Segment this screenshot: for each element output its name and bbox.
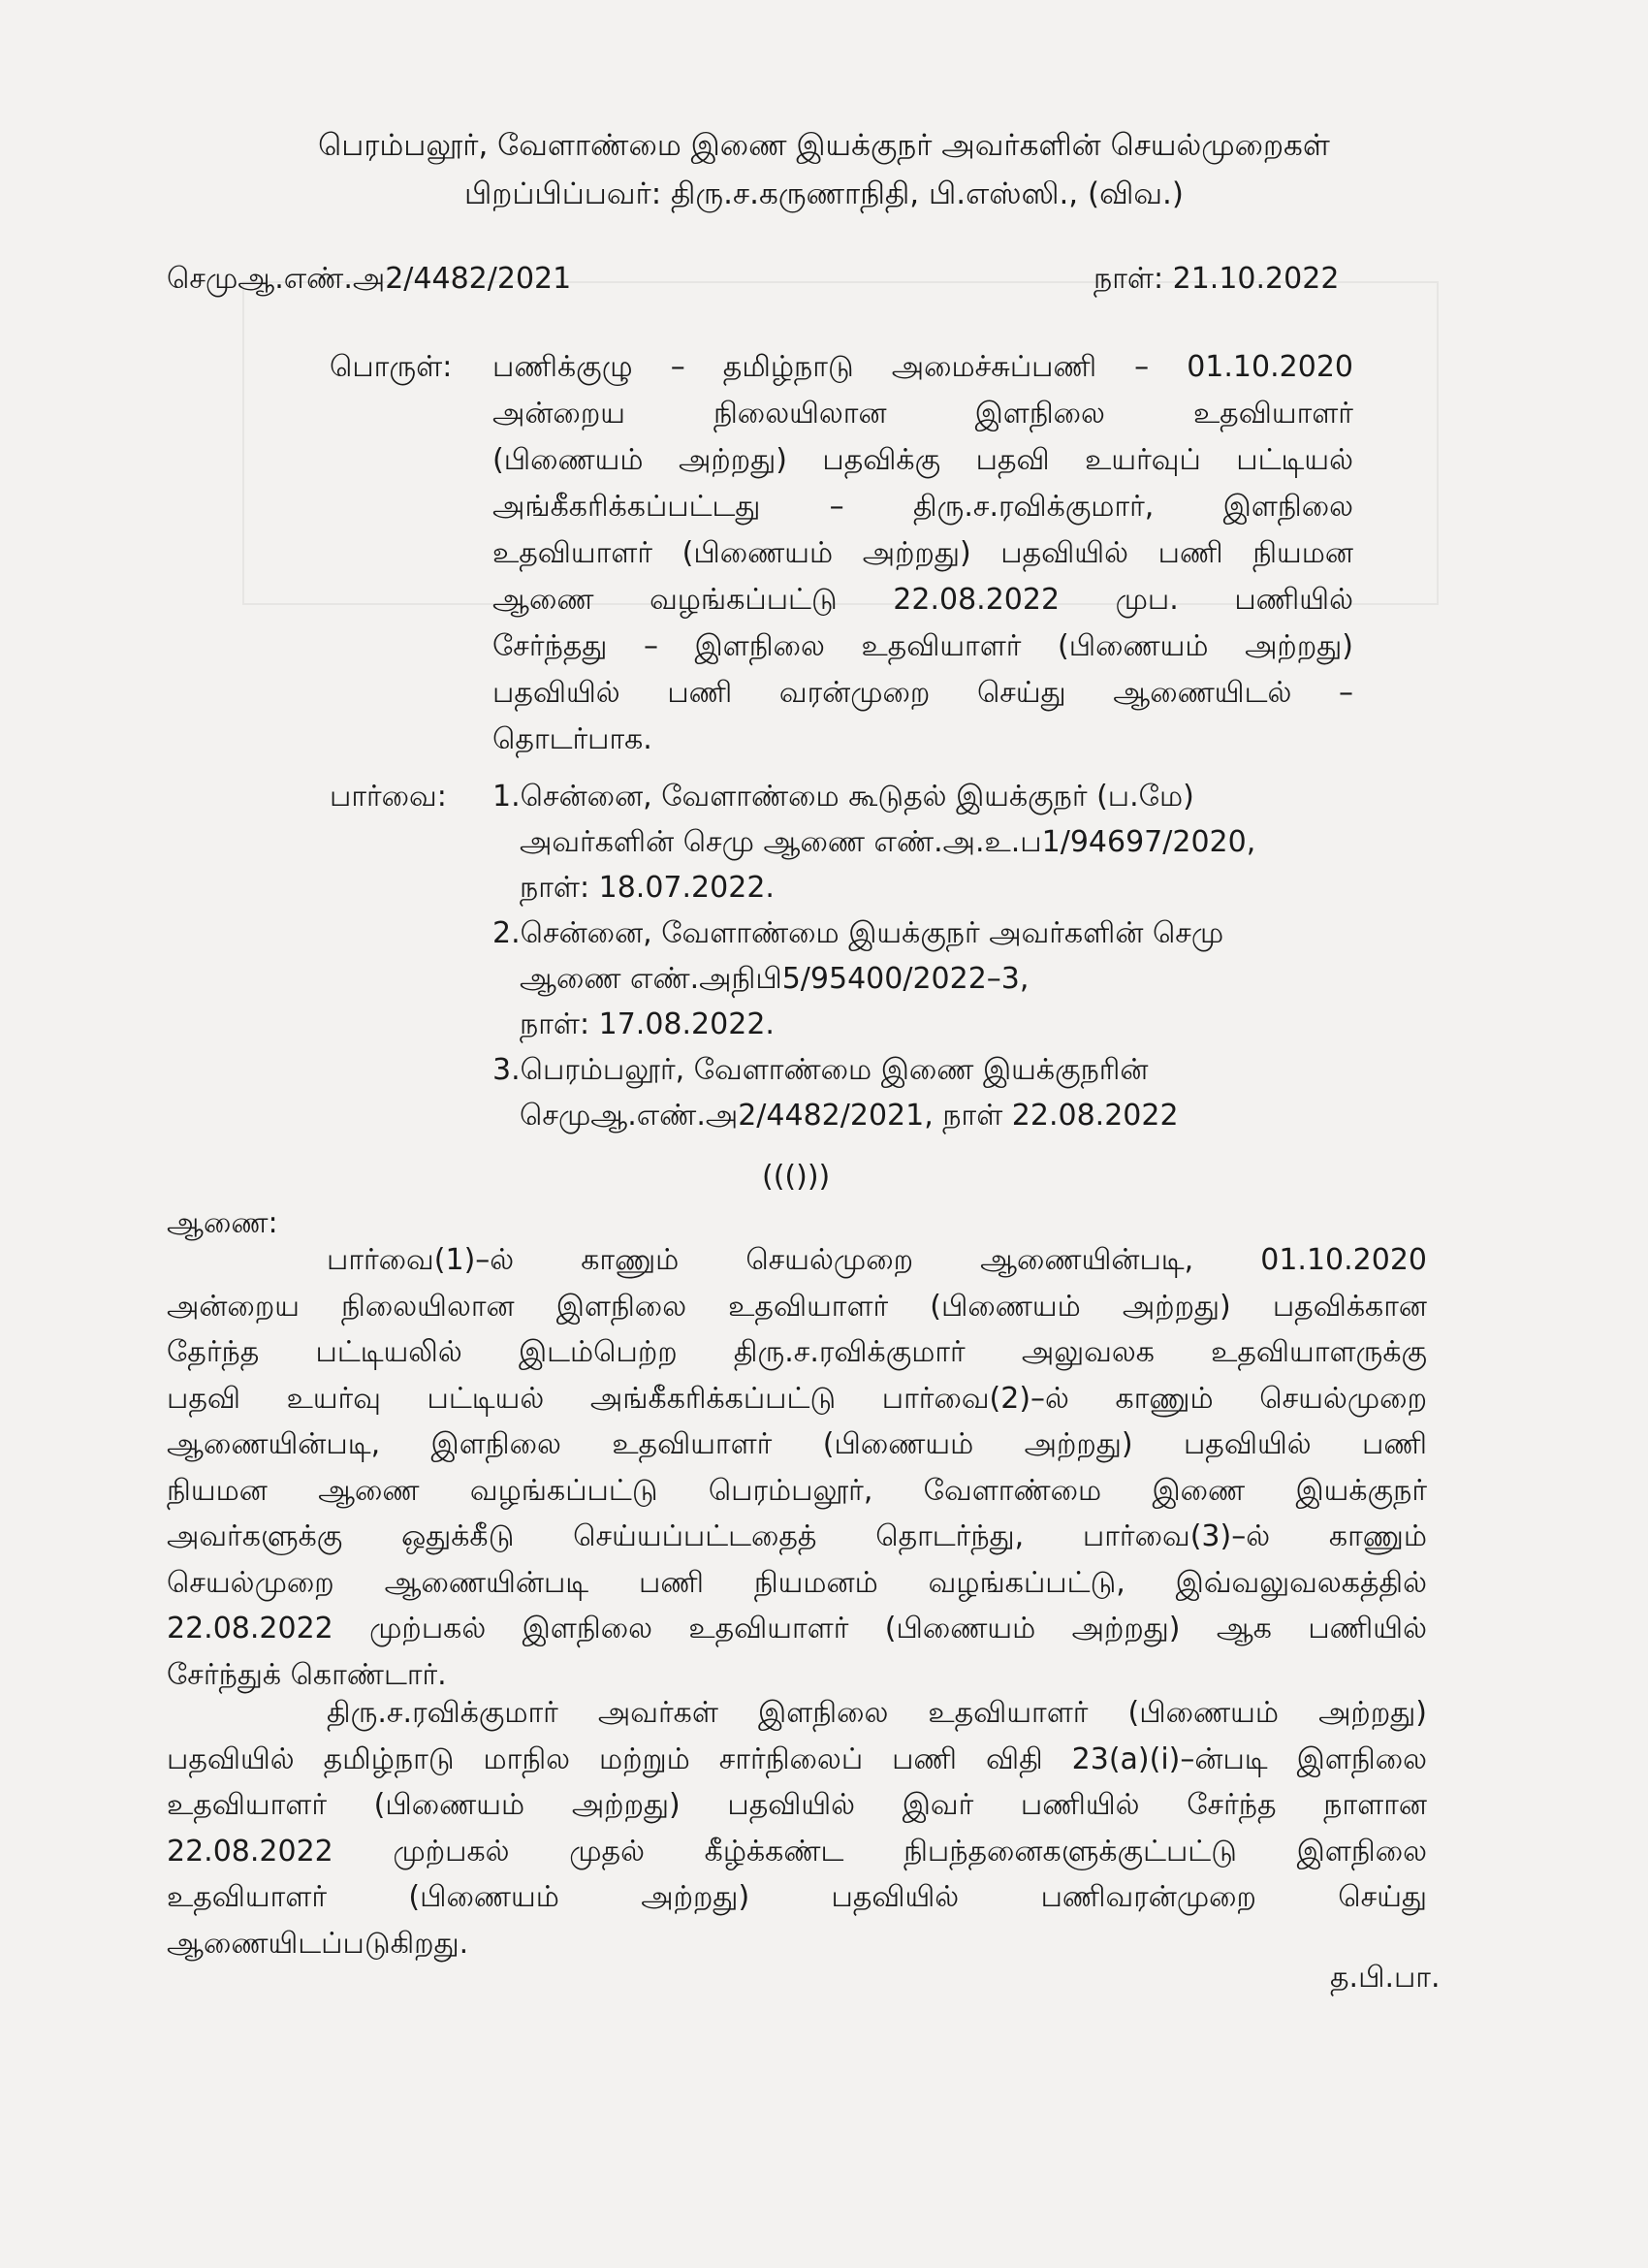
document-heading [0,121,1648,218]
subject-line: உதவியாளர் (பிணையம் அற்றது) பதவியில் பணி நியமன [492,536,1353,570]
reference-line: அவர்களின் செமு ஆணை எண்.அ.உ.ப1/94697/2020, [520,825,1256,859]
reference-line: 3.பெரம்பலூர், வேளாண்மை இணை இயக்குநரின் [492,1053,1149,1087]
please-turn-over: த.பி.பா. [1330,1961,1441,1995]
subject-line: அன்றைய நிலையிலான இளநிலை உதவியாளர் [492,397,1353,431]
heading-line-2: பிறப்பிப்பவர்: திரு.ச.கருணாநிதி, பி.எஸ்ஸி., (விவ.) [463,176,1184,211]
order-paragraph-1 [167,1237,1427,1698]
subject-label: பொருள்: [330,350,453,384]
subject-line: தொடர்பாக. [492,722,652,756]
subject-line: பணிக்குழு – தமிழ்நாடு அமைச்சுப்பணி – 01.10.2020 [492,350,1353,384]
order-line: உதவியாளர் (பிணையம் அற்றது) பதவியில் இவர் பணியில் சேர்ந்த நாளான [167,1788,1427,1822]
reference-line: நாள்: 17.08.2022. [520,1007,775,1041]
order-line: 22.08.2022 முற்பகல் முதல் கீழ்க்கண்ட நிபந்தனைகளுக்குட்பட்டு இளநிலை [167,1834,1427,1869]
subject-lines [492,344,1353,763]
order-line: 22.08.2022 முற்பகல் இளநிலை உதவியாளர் (பிணையம் அற்றது) ஆக பணியில் [167,1612,1427,1645]
subject-line: (பிணையம் அற்றது) பதவிக்கு பதவி உயர்வுப் பட்டியல் [492,443,1353,477]
order-line: பார்வை(1)–ல் காணும் செயல்முறை ஆணையின்படி, 01.10.2020 [327,1243,1427,1277]
order-line: பதவி உயர்வு பட்டியல் அங்கீகரிக்கப்பட்டு பார்வை(2)–ல் காணும் செயல்முறை [167,1381,1427,1416]
subject-line: சேர்ந்தது – இளநிலை உதவியாளர் (பிணையம் அற்றது) [492,629,1353,663]
section-separator: ((())) [762,1160,831,1194]
reference-line: ஆணை எண்.அநிபி5/95400/2022–3, [520,962,1030,996]
reference-line: நாள்: 18.07.2022. [520,871,775,905]
order-line: திரு.ச.ரவிக்குமார் அவர்கள் இளநிலை உதவியாளர் (பிணையம் அற்றது) [327,1696,1427,1730]
order-line: தேர்ந்த பட்டியலில் இடம்பெற்ற திரு.ச.ரவிக்குமார் அலுவலக உதவியாளருக்கு [167,1335,1427,1369]
reference-number: செமுஆ.எண்.அ2/4482/2021 [167,262,572,296]
references-label: பார்வை: [330,780,447,814]
references-block [492,774,1365,1138]
order-date: நாள்: 21.10.2022 [1093,262,1340,296]
reference-line: 2.சென்னை, வேளாண்மை இயக்குநர் அவர்களின் செமு [492,916,1224,950]
order-line: ஆணையிடப்படுகிறது. [167,1926,469,1961]
order-line: சேர்ந்துக் கொண்டார். [167,1657,447,1692]
subject-line: ஆணை வழங்கப்பட்டு 22.08.2022 முப. பணியில் [492,583,1353,617]
order-line: ஆணையின்படி, இளநிலை உதவியாளர் (பிணையம் அற்றது) பதவியில் பணி [167,1427,1427,1461]
subject-line: பதவியில் பணி வரன்முறை செய்து ஆணையிடல் – [492,676,1353,710]
order-line: செயல்முறை ஆணையின்படி பணி நியமனம் வழங்கப்பட்டு, இவ்வலுவலகத்தில் [167,1565,1427,1600]
subject-block [492,344,1353,763]
order-label: ஆணை: [167,1206,278,1240]
order-line: உதவியாளர் (பிணையம் அற்றது) பதவியில் பணிவரன்முறை செய்து [167,1880,1427,1914]
reference-line: செமுஆ.எண்.அ2/4482/2021, நாள் 22.08.2022 [520,1099,1179,1133]
order-line: அவர்களுக்கு ஒதுக்கீடு செய்யப்பட்டதைத் தொடர்ந்து, பார்வை(3)–ல் காணும் [167,1519,1427,1553]
order-paragraph-2 [167,1690,1427,1966]
subject-line: அங்கீகரிக்கப்பட்டது – திரு.ச.ரவிக்குமார், இளநிலை [492,490,1353,524]
order-line: அன்றைய நிலையிலான இளநிலை உதவியாளர் (பிணையம் அற்றது) பதவிக்கான [167,1289,1427,1324]
order-line: பதவியில் தமிழ்நாடு மாநில மற்றும் சார்நிலைப் பணி விதி 23(a)(i)–ன்படி இளநிலை [167,1741,1427,1776]
heading-line-1: பெரம்பலூர், வேளாண்மை இணை இயக்குநர் அவர்களின் செயல்முறைகள் [318,128,1330,163]
order-line: நியமன ஆணை வழங்கப்பட்டு பெரம்பலூர், வேளாண்மை இணை இயக்குநர் [167,1473,1427,1508]
reference-line: 1.சென்னை, வேளாண்மை கூடுதல் இயக்குநர் (ப.மே) [492,780,1194,814]
